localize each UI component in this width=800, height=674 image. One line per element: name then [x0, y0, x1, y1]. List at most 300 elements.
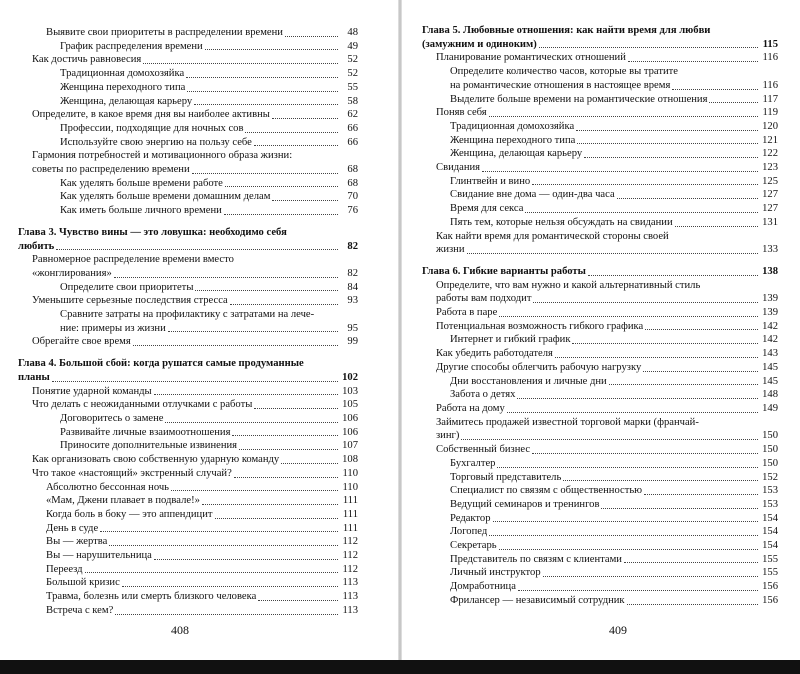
toc-entry-title: любить — [18, 240, 55, 252]
toc-entry-page: 142 — [762, 334, 778, 346]
dot-leader — [239, 449, 338, 450]
toc-entry — [422, 512, 778, 526]
toc-entry-first-line: Займитесь продажей известной торговой марки (франчай- — [436, 416, 699, 428]
toc-entry-title: (замужним и одиноким) — [422, 38, 537, 50]
toc-entry-title: Планирование романтических отношений — [436, 52, 626, 64]
toc-entry-page: 155 — [762, 553, 778, 565]
toc-entry — [422, 553, 778, 567]
toc-entry-title: Женщина, делающая карьеру — [60, 95, 193, 107]
toc-entry-title: Вы — жертва — [46, 536, 108, 548]
toc-entry — [422, 216, 778, 230]
toc-entry-page: 70 — [347, 191, 358, 203]
toc-entry — [422, 443, 778, 457]
dot-leader — [165, 422, 338, 423]
toc-entry-page: 122 — [762, 148, 778, 160]
toc-entry — [18, 294, 358, 308]
toc-entry — [422, 361, 778, 375]
toc-entry-title: Пять тем, которые нельзя обсуждать на свидании — [450, 216, 673, 228]
toc-entry-title: Понятие ударной команды — [32, 385, 152, 397]
toc-entry-title: Как убедить работодателя — [436, 348, 553, 360]
toc-entry-page: 139 — [762, 293, 778, 305]
dot-leader — [617, 198, 758, 199]
dot-leader — [192, 173, 338, 174]
toc-entry-page: 142 — [762, 320, 778, 332]
toc-entry-page: 115 — [762, 38, 778, 50]
dot-leader — [234, 477, 338, 478]
toc-entry — [18, 177, 358, 191]
dot-leader — [186, 77, 338, 78]
toc-entry — [18, 563, 358, 577]
toc-entry-first-line: Глава 5. Любовные отношения: как найти время для любви — [422, 25, 711, 36]
dot-leader — [609, 384, 758, 385]
toc-entry-title: Как достичь равновесия — [32, 54, 142, 66]
toc-entry — [18, 508, 358, 522]
toc-entry — [18, 549, 358, 563]
toc-entry-title: на романтические отношения в настоящее время — [450, 79, 671, 91]
toc-entry-page: 95 — [347, 322, 358, 334]
toc-entry — [422, 279, 778, 306]
dot-leader — [555, 357, 758, 358]
toc-entry-title: Глава 6. Гибкие варианты работы — [422, 265, 586, 277]
toc-entry — [422, 457, 778, 471]
toc-entry-page: 145 — [762, 361, 778, 373]
toc-list — [18, 26, 358, 618]
toc-entry-title: Переезд — [46, 563, 83, 575]
toc-chapter-heading — [18, 357, 358, 384]
toc-entry-title: жизни — [436, 244, 465, 256]
toc-entry-page: 149 — [762, 402, 778, 414]
toc-entry-title: Определите свои приоритеты — [60, 281, 194, 293]
toc-entry-title: Профессии, подходящие для ночных сов — [60, 122, 244, 134]
toc-entry-page: 110 — [342, 467, 358, 479]
toc-entry-page: 133 — [762, 244, 778, 256]
dot-leader — [584, 157, 758, 158]
toc-entry-first-line: Сравните затраты на профилактику с затратами на лече- — [60, 309, 315, 321]
dot-leader — [195, 290, 338, 291]
toc-entry — [18, 453, 358, 467]
left-page — [0, 0, 400, 660]
toc-entry-title: Абсолютно бессонная ночь — [46, 481, 169, 493]
toc-entry — [422, 161, 778, 175]
page-number: 408 — [171, 623, 189, 637]
toc-entry — [422, 594, 778, 608]
toc-entry-page: 111 — [342, 508, 358, 520]
dot-leader — [281, 463, 338, 464]
toc-entry-page: 82 — [347, 267, 358, 279]
toc-entry — [422, 306, 778, 320]
dot-leader — [230, 304, 338, 305]
toc-entry-page: 148 — [762, 389, 778, 401]
toc-entry-first-line: Глава 3. Чувство вины — это ловушка: необходимо себя — [18, 226, 287, 238]
dot-leader — [518, 590, 758, 591]
toc-entry-title: Свидание вне дома — один-два часа — [450, 189, 615, 201]
toc-entry — [18, 190, 358, 204]
toc-entry-title: Другие способы облегчить рабочую нагрузку — [436, 361, 642, 373]
toc-entry — [422, 525, 778, 539]
dot-leader — [709, 102, 758, 103]
toc-entry-page: 112 — [342, 563, 358, 575]
toc-entry-page: 49 — [347, 40, 358, 52]
toc-entry-page: 119 — [762, 107, 778, 119]
dot-leader — [601, 508, 758, 509]
toc-entry-page: 105 — [342, 399, 358, 411]
toc-entry-title: Личный инструктор — [450, 567, 541, 579]
toc-entry-title: ние: примеры из жизни — [60, 322, 166, 334]
dot-leader — [224, 214, 338, 215]
toc-entry — [422, 202, 778, 216]
dot-leader — [272, 118, 338, 119]
toc-entry-title: Представитель по связям с клиентами — [450, 553, 622, 565]
dot-leader — [489, 116, 758, 117]
toc-entry-page: 150 — [762, 444, 778, 456]
toc-entry-title: Работа на дому — [436, 402, 505, 414]
dot-leader — [202, 504, 338, 505]
toc-entry-title: График распределения времени — [60, 40, 203, 52]
toc-entry-page: 112 — [342, 550, 358, 562]
toc-entry-title: Специалист по связям с общественностью — [450, 485, 643, 497]
toc-entry — [18, 122, 358, 136]
toc-entry — [422, 388, 778, 402]
toc-entry-page: 55 — [347, 81, 358, 93]
toc-entry — [422, 51, 778, 65]
toc-entry-title: Торговый представитель — [450, 471, 562, 483]
toc-entry-title: Глинтвейн и вино — [450, 175, 531, 187]
dot-leader — [254, 145, 338, 146]
toc-entry-page: 123 — [762, 162, 778, 174]
toc-entry-title: Женщина переходного типа — [450, 134, 576, 146]
toc-entry-page: 48 — [347, 27, 358, 38]
dot-leader — [467, 253, 758, 254]
toc-entry-title: Определите, в какое время дня вы наиболее активны — [32, 109, 270, 121]
toc-entry-page: 117 — [762, 93, 778, 105]
toc-entry-page: 155 — [762, 567, 778, 579]
toc-entry — [18, 412, 358, 426]
toc-entry-page: 116 — [762, 52, 778, 64]
toc-entry — [18, 26, 358, 40]
toc-entry — [18, 535, 358, 549]
toc-entry-page: 106 — [342, 426, 358, 438]
toc-entry-title: Логопед — [450, 526, 488, 538]
toc-entry-title: Что делать с неожиданными отлучками с работы — [32, 399, 253, 411]
page-number: 409 — [609, 623, 627, 637]
toc-entry-page: 127 — [762, 203, 778, 215]
dot-leader — [100, 531, 338, 532]
toc-entry-page: 152 — [762, 471, 778, 483]
toc-entry-title: Дни восстановления и личные дни — [450, 375, 607, 387]
toc-entry — [18, 81, 358, 95]
toc-entry — [18, 53, 358, 67]
toc-entry — [18, 467, 358, 481]
toc-entry-page: 150 — [762, 457, 778, 469]
toc-entry — [18, 253, 358, 280]
dot-leader — [489, 535, 758, 536]
toc-entry-page: 111 — [342, 522, 358, 534]
toc-entry — [422, 402, 778, 416]
toc-entry — [422, 347, 778, 361]
toc-entry-title: Ведущий семинаров и тренингов — [450, 498, 600, 510]
dot-leader — [187, 91, 338, 92]
dot-leader — [499, 549, 758, 550]
toc-entry-page: 102 — [342, 371, 358, 383]
dot-leader — [532, 184, 758, 185]
dot-leader — [493, 521, 759, 522]
toc-entry-title: Как иметь больше личного времени — [60, 205, 222, 217]
toc-entry-page: 103 — [342, 385, 358, 397]
dot-leader — [645, 329, 758, 330]
toc-entry-title: День в суде — [46, 522, 99, 534]
toc-entry-title: Как уделять больше времени работе — [60, 177, 223, 189]
dot-leader — [245, 132, 338, 133]
toc-entry — [18, 281, 358, 295]
toc-entry-page: 52 — [347, 54, 358, 66]
toc-entry-title: Интернет и гибкий график — [450, 334, 571, 346]
toc-entry-page: 107 — [342, 440, 358, 452]
dot-leader — [109, 545, 338, 546]
toc-entry-title: «жонглирования» — [32, 267, 112, 279]
dot-leader — [115, 614, 338, 615]
dot-leader — [232, 435, 338, 436]
toc-entry-page: 143 — [762, 348, 778, 360]
dot-leader — [461, 439, 758, 440]
toc-entry-page: 154 — [762, 512, 778, 524]
toc-entry-page: 76 — [347, 205, 358, 217]
toc-entry-page: 112 — [342, 536, 358, 548]
toc-entry-title: работы вам подходит — [436, 293, 532, 305]
dot-leader — [258, 600, 338, 601]
dot-leader — [507, 412, 758, 413]
right-page — [400, 0, 800, 660]
toc-entry — [422, 93, 778, 107]
toc-entry-page: 150 — [762, 430, 778, 442]
toc-entry — [18, 481, 358, 495]
toc-entry — [422, 566, 778, 580]
dot-leader — [627, 604, 758, 605]
dot-leader — [539, 47, 758, 48]
toc-entry-page: 66 — [347, 122, 358, 134]
toc-entry-first-line: Глава 4. Большой сбой: когда рушатся самые продуманные — [18, 358, 304, 370]
toc-entry — [18, 385, 358, 399]
dot-leader — [168, 331, 338, 332]
dot-leader — [215, 518, 338, 519]
toc-entry-title: советы по распределению времени — [32, 164, 190, 176]
toc-entry-page: 108 — [342, 454, 358, 466]
toc-entry-title: Работа в паре — [436, 307, 498, 319]
toc-list — [422, 24, 778, 608]
dot-leader — [588, 275, 758, 276]
toc-entry — [18, 439, 358, 453]
toc-entry — [18, 40, 358, 54]
toc-entry-page: 62 — [347, 109, 358, 121]
toc-entry-first-line: Как найти время для романтической стороны своей — [436, 230, 669, 242]
toc-entry — [18, 95, 358, 109]
dot-leader — [205, 49, 338, 50]
toc-entry-title: «Мам, Джени плавает в подвале!» — [46, 495, 200, 507]
toc-entry-page: 110 — [342, 481, 358, 493]
dot-leader — [628, 61, 758, 62]
dot-leader — [122, 586, 338, 587]
toc-entry-title: Традиционная домохозяйка — [450, 120, 575, 132]
toc-entry — [18, 108, 358, 122]
toc-entry-title: Встреча с кем? — [46, 604, 114, 616]
toc-entry-title: Договоритесь о замене — [60, 412, 164, 424]
toc-entry-page: 156 — [762, 594, 778, 606]
toc-entry — [422, 375, 778, 389]
toc-entry-title: Потенциальная возможность гибкого графика — [436, 320, 644, 332]
toc-entry-title: Когда боль в боку — это аппендицит — [46, 508, 213, 520]
toc-entry — [422, 134, 778, 148]
toc-entry-title: Уменьшите серьезные последствия стресса — [32, 295, 228, 307]
dot-leader — [194, 104, 338, 105]
toc-entry-page: 125 — [762, 175, 778, 187]
toc-entry — [422, 320, 778, 334]
toc-entry-page: 154 — [762, 526, 778, 538]
toc-entry — [422, 147, 778, 161]
toc-entry-page: 93 — [347, 295, 358, 307]
dot-leader — [254, 408, 338, 409]
toc-entry-page: 139 — [762, 307, 778, 319]
dot-leader — [85, 572, 338, 573]
dot-leader — [171, 490, 338, 491]
dot-leader — [52, 381, 338, 382]
toc-entry — [18, 398, 358, 412]
toc-entry-first-line: Равномерное распределение времени вместо — [32, 254, 234, 266]
dot-leader — [576, 130, 758, 131]
toc-entry-title: Секретарь — [450, 540, 497, 552]
dot-leader — [133, 345, 338, 346]
toc-entry-page: 113 — [342, 591, 358, 603]
toc-entry-page: 153 — [762, 498, 778, 510]
dot-leader — [517, 398, 758, 399]
toc-entry-page: 154 — [762, 540, 778, 552]
toc-entry-page: 121 — [762, 134, 778, 146]
toc-entry-page: 113 — [342, 577, 358, 589]
toc-entry-first-line: Определите количество часов, которые вы тратите — [450, 66, 678, 78]
toc-entry-title: Бухгалтер — [450, 457, 496, 469]
toc-entry-page: 145 — [762, 375, 778, 387]
toc-entry-page: 120 — [762, 120, 778, 132]
toc-entry-first-line: Гармония потребностей и мотивационного образа жизни: — [32, 150, 293, 162]
toc-entry-title: зинг) — [436, 430, 460, 442]
toc-entry — [422, 333, 778, 347]
toc-entry — [18, 590, 358, 604]
dot-leader — [672, 89, 758, 90]
dot-leader — [114, 277, 338, 278]
toc-entry — [18, 494, 358, 508]
toc-entry-page: 116 — [762, 79, 778, 91]
toc-entry-page: 66 — [347, 136, 358, 148]
toc-entry-title: Вы — нарушительница — [46, 550, 152, 562]
scan-edge — [0, 660, 800, 674]
toc-entry-title: планы — [18, 371, 50, 383]
dot-leader — [532, 453, 758, 454]
toc-entry — [422, 230, 778, 257]
toc-entry-page: 84 — [347, 281, 358, 293]
toc-chapter-heading — [422, 24, 778, 51]
toc-entry — [422, 539, 778, 553]
toc-entry-title: Что такое «настоящий» экстренный случай? — [32, 467, 232, 479]
dot-leader — [563, 480, 758, 481]
toc-entry-title: Время для секса — [450, 203, 524, 215]
toc-entry — [422, 416, 778, 443]
dot-leader — [572, 343, 758, 344]
toc-entry-page: 68 — [347, 164, 358, 176]
toc-entry — [18, 576, 358, 590]
toc-entry — [422, 471, 778, 485]
toc-entry — [422, 188, 778, 202]
dot-leader — [644, 494, 758, 495]
toc-entry — [422, 484, 778, 498]
toc-entry — [18, 149, 358, 176]
toc-entry-page: 58 — [347, 95, 358, 107]
toc-entry — [18, 335, 358, 349]
toc-entry-title: Женщина переходного типа — [60, 81, 186, 93]
toc-entry-page: 138 — [762, 265, 778, 277]
dot-leader — [577, 143, 758, 144]
toc-entry-title: Травма, болезнь или смерть близкого человека — [46, 591, 257, 603]
toc-entry-title: Развивайте личные взаимоотношения — [60, 426, 231, 438]
dot-leader — [154, 394, 338, 395]
toc-chapter-heading — [422, 265, 778, 279]
toc-entry-title: Свидания — [436, 162, 481, 174]
toc-entry — [422, 65, 778, 92]
dot-leader — [499, 316, 758, 317]
toc-entry — [18, 604, 358, 618]
toc-entry-title: Большой кризис — [46, 577, 120, 589]
toc-entry-title: Забота о детях — [450, 389, 516, 401]
toc-entry-title: Как организовать свою собственную ударную команду — [32, 454, 280, 466]
toc-entry-title: Выделите больше времени на романтические отношения — [450, 93, 708, 105]
dot-leader — [56, 249, 338, 250]
toc-entry-title: Как уделять больше времени домашним делам — [60, 191, 271, 203]
toc-entry-title: Редактор — [450, 512, 491, 524]
toc-entry-first-line: Определите, что вам нужно и какой альтернативный стиль — [436, 279, 701, 291]
dot-leader — [533, 302, 758, 303]
toc-entry — [18, 204, 358, 218]
toc-entry-title: Используйте свою энергию на пользу себе — [60, 136, 252, 148]
toc-entry — [422, 580, 778, 594]
toc-entry — [18, 67, 358, 81]
toc-entry — [18, 308, 358, 335]
toc-entry-title: Выявите свои приоритеты в распределении времени — [46, 27, 283, 38]
dot-leader — [154, 559, 338, 560]
dot-leader — [543, 576, 758, 577]
toc-entry — [422, 175, 778, 189]
dot-leader — [272, 200, 338, 201]
toc-entry-title: Обрегайте свое время — [32, 336, 131, 348]
toc-entry-title: Поняв себя — [436, 107, 487, 119]
toc-entry-page: 52 — [347, 68, 358, 80]
toc-entry-page: 106 — [342, 412, 358, 424]
toc-entry-page: 99 — [347, 336, 358, 348]
toc-entry — [422, 498, 778, 512]
toc-entry-page: 153 — [762, 485, 778, 497]
dot-leader — [643, 371, 758, 372]
toc-chapter-heading — [18, 226, 358, 253]
toc-entry-page: 127 — [762, 189, 778, 201]
dot-leader — [285, 36, 338, 37]
toc-entry-page: 113 — [342, 604, 358, 616]
toc-entry-page: 156 — [762, 581, 778, 593]
dot-leader — [525, 212, 758, 213]
toc-entry-title: Собственный бизнес — [436, 444, 531, 456]
dot-leader — [143, 63, 338, 64]
toc-entry-title: Домработница — [450, 581, 516, 593]
toc-entry-page: 131 — [762, 216, 778, 228]
toc-entry-title: Приносите дополнительные извинения — [60, 440, 238, 452]
toc-entry — [422, 120, 778, 134]
toc-entry-title: Женщина, делающая карьеру — [450, 148, 583, 160]
dot-leader — [675, 226, 758, 227]
